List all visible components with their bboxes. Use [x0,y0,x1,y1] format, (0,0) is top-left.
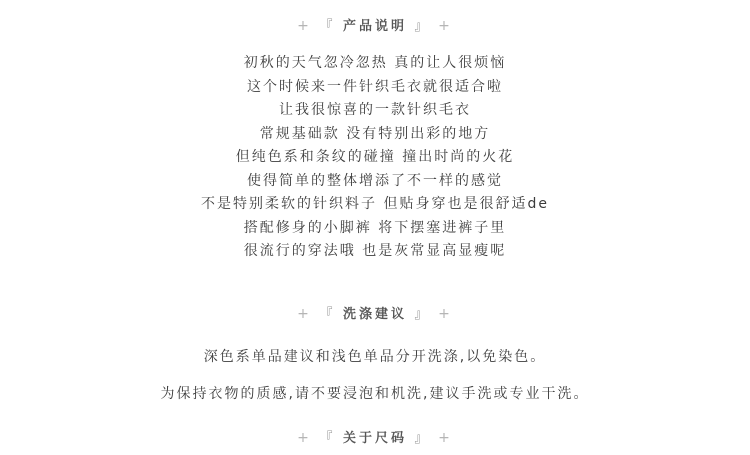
plus-decoration-left: + [297,306,312,322]
section-title-size [0,430,750,447]
section-heading-text: 洗涤建议 [342,307,407,322]
plus-decoration-right: + [438,306,453,322]
section-title-description [0,18,750,35]
bracket-close: 』 [414,307,431,322]
bracket-open: 『 [319,431,336,446]
description-line: 让我很惊喜的一款针织毛衣 [279,102,471,118]
description-line: 这个时候来一件针织毛衣就很适合啦 [247,78,503,95]
section-heading-text: 关于尺码 [342,431,407,446]
description-line: 不是特别柔软的针织料子 但贴身穿也是很舒适de [201,196,549,212]
bracket-open: 『 [319,307,336,322]
product-description-text [0,52,750,264]
description-line: 常规基础款 没有特别出彩的地方 [259,125,491,142]
bracket-close: 』 [414,431,431,446]
section-title-washing [0,306,750,323]
plus-decoration-left: + [297,430,312,446]
description-line: 但纯色系和条纹的碰撞 撞出时尚的火花 [235,149,515,165]
section-heading-text: 产品说明 [342,19,407,34]
plus-decoration-left: + [297,18,312,34]
washing-advice-line: 为保持衣物的质感,请不要浸泡和机洗,建议手洗或专业干洗。 [160,386,590,402]
description-line: 使得简单的整体增添了不一样的感觉 [247,172,503,189]
plus-decoration-right: + [438,18,453,34]
plus-decoration-right: + [438,430,453,446]
description-line: 初秋的天气忽冷忽热 真的让人很烦恼 [243,55,507,71]
washing-advice-line: 深色系单品建议和浅色单品分开洗涤,以免染色。 [203,349,547,365]
bracket-close: 』 [414,19,431,34]
description-line: 搭配修身的小脚裤 将下摆塞进裤子里 [243,219,507,236]
bracket-open: 『 [319,19,336,34]
description-line: 很流行的穿法哦 也是灰常显高显瘦呢 [243,243,507,259]
